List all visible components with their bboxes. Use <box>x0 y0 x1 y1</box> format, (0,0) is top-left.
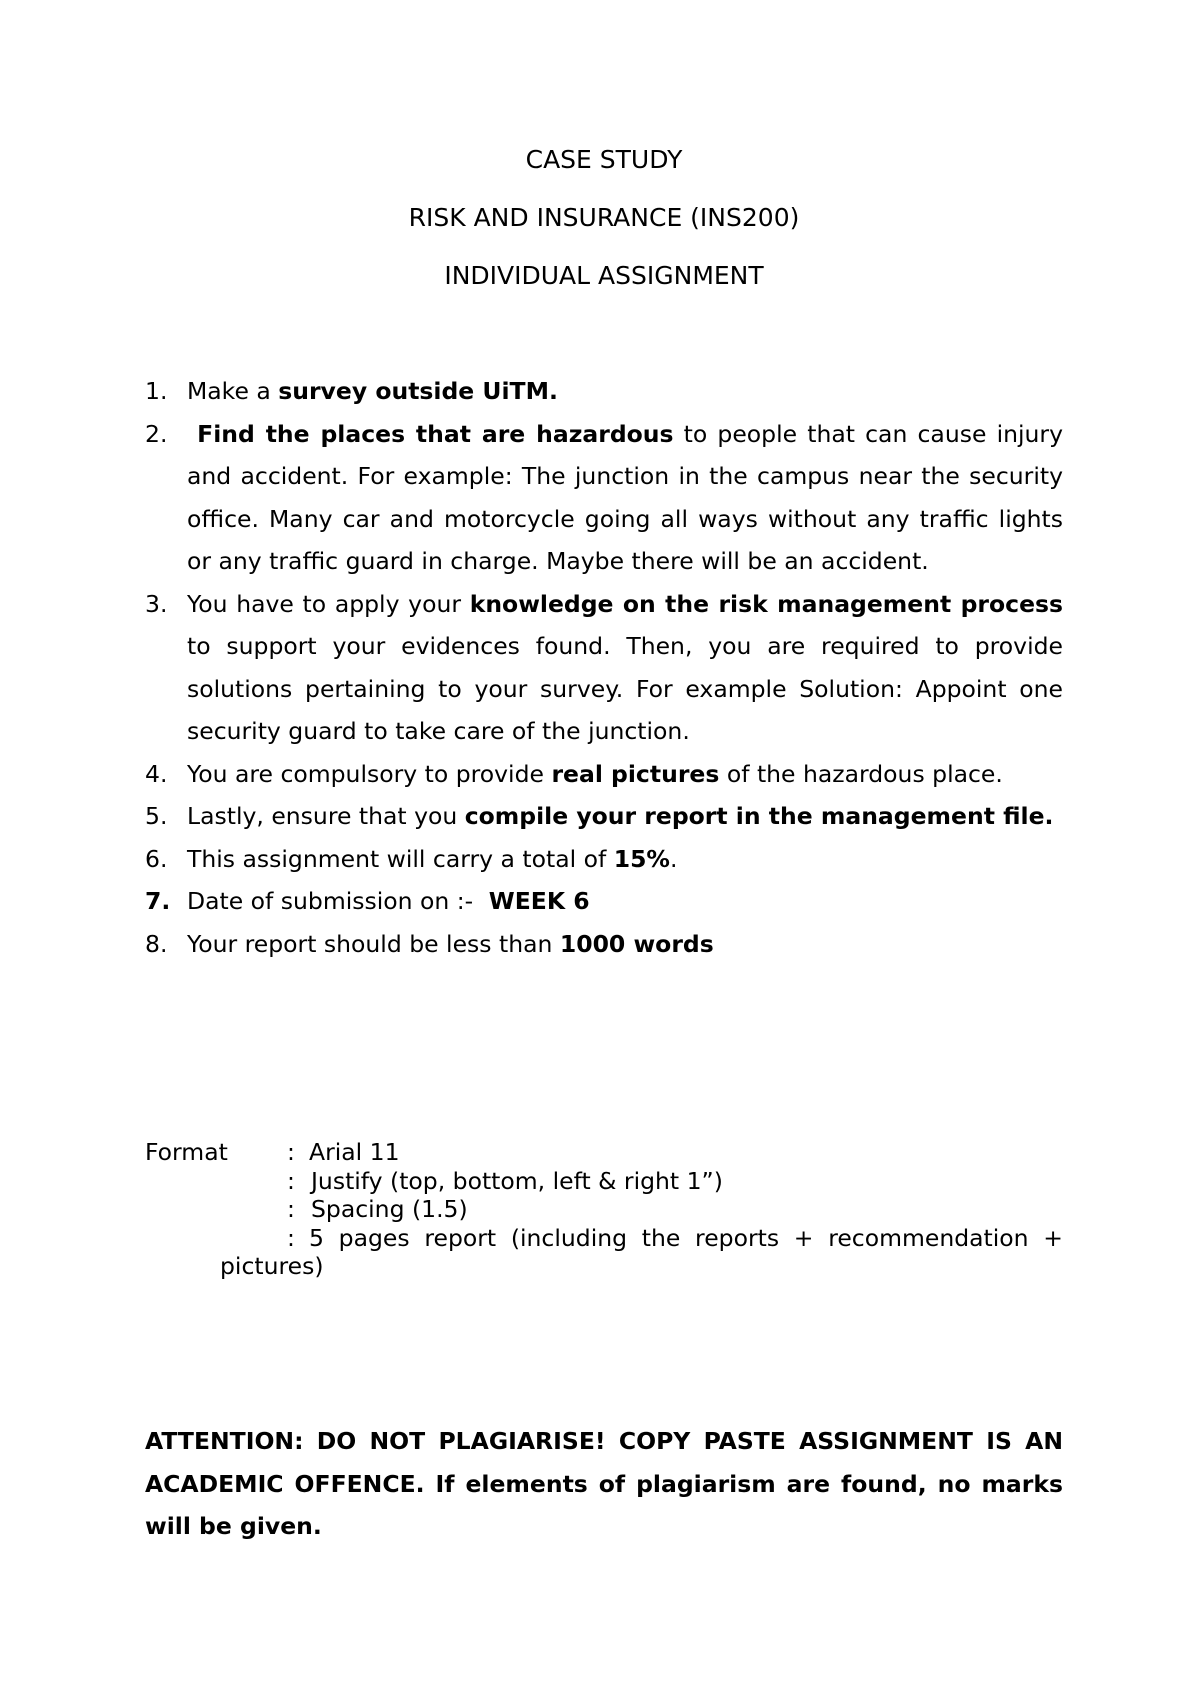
list-item-text: You are compulsory to provide <box>187 759 552 788</box>
emphasis-text: Find the places that are hazardous <box>197 419 674 448</box>
document-header <box>145 140 1063 314</box>
list-item-number: 3. <box>145 589 168 618</box>
list-item-text: Date of submission on :- <box>187 887 481 915</box>
emphasis-text: compile your report in the management file. <box>464 802 1054 830</box>
list-item <box>145 583 1071 753</box>
list-item <box>145 795 1063 838</box>
list-item-text: This assignment will carry a total of <box>187 844 614 873</box>
format-colon: : <box>287 1195 295 1223</box>
format-value-wrapped <box>145 1224 1063 1281</box>
list-item-text: of the hazardous place. <box>719 759 1003 788</box>
list-item-text: Your report should be less than <box>187 929 560 958</box>
assignment-title: INDIVIDUAL ASSIGNMENT <box>444 261 764 290</box>
format-label: Format <box>145 1138 228 1166</box>
plagiarism-warning: ATTENTION: DO NOT PLAGIARISE! COPY PASTE ASSIGNMENT IS AN ACADEMIC OFFENCE. If elements of plagiarism are found, no marks will be given. <box>145 1427 1063 1540</box>
format-row <box>145 1195 1063 1224</box>
list-item <box>145 880 1063 923</box>
list-item-text: . <box>669 844 678 873</box>
format-colon: : <box>287 1223 295 1252</box>
emphasis-text: real pictures <box>551 759 720 788</box>
list-item <box>145 370 1063 413</box>
format-value: Spacing (1.5) <box>311 1195 468 1223</box>
format-value: Arial 11 <box>309 1138 400 1166</box>
emphasis-text: WEEK 6 <box>480 887 590 915</box>
emphasis-text: knowledge on the risk management process <box>469 589 1063 618</box>
list-item-number: 8. <box>145 929 168 958</box>
instruction-list <box>145 370 1071 965</box>
format-block <box>145 1138 1063 1281</box>
course-title: RISK AND INSURANCE (INS200) <box>408 203 800 232</box>
format-row <box>145 1224 1063 1281</box>
list-item-number: 6. <box>145 844 168 873</box>
format-colon: : <box>287 1166 295 1195</box>
format-row <box>145 1167 1063 1196</box>
list-item-text: You have to apply your <box>187 589 470 618</box>
list-item-number: 5. <box>145 802 168 830</box>
format-value: 5 pages report (including the reports + recommendation + pictures) <box>220 1223 1063 1280</box>
list-item <box>145 413 1071 583</box>
format-row <box>145 1138 1063 1167</box>
list-item <box>145 753 1063 796</box>
list-item-text: to people that can cause injury and accident. For example: The junction in the campus near the security office. Many car and motorcycle going all ways without any traffic lights or any traffic guard in charge. Maybe there will be an accident. <box>187 419 1071 575</box>
list-item-number: 1. <box>145 377 168 405</box>
list-item <box>145 923 1063 966</box>
format-colon: : <box>287 1138 295 1166</box>
list-item-number: 7. <box>145 887 171 915</box>
emphasis-text: survey outside UiTM. <box>278 377 558 405</box>
list-item <box>145 838 1063 881</box>
list-item-text: Lastly, ensure that you <box>187 802 465 830</box>
list-item-number: 4. <box>145 759 168 788</box>
emphasis-text: 15% <box>613 844 670 873</box>
list-item-text <box>187 420 197 448</box>
emphasis-text: 1000 words <box>559 929 714 958</box>
list-item-text: to support your evidences found. Then, you are required to provide solutions pertaining to your survey. For example Solution: Appoint one security guard to take care of the junction. <box>187 589 1071 745</box>
format-value: Justify (top, bottom, left & right 1”) <box>311 1166 723 1195</box>
case-study-title: CASE STUDY <box>525 145 683 174</box>
list-item-number: 2. <box>145 419 168 448</box>
list-item-text: Make a <box>187 377 279 405</box>
